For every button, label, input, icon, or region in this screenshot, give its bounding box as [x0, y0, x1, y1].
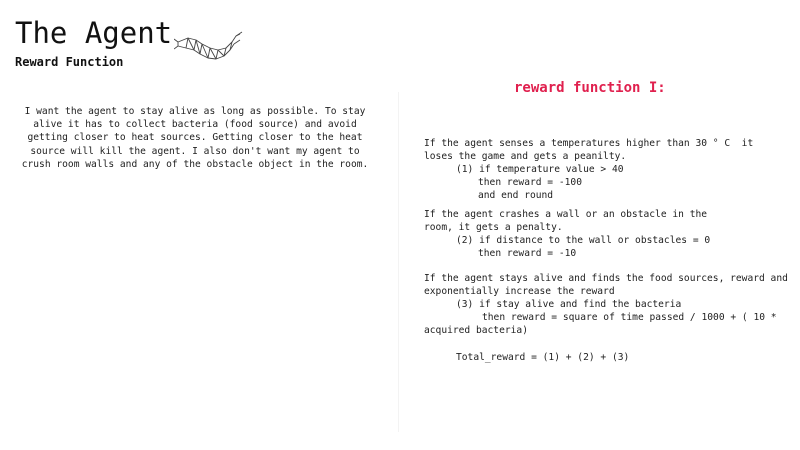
rule-3-condition: (3) if stay alive and find the bacteria — [456, 299, 682, 310]
rule-2-condition: (2) if distance to the wall or obstacles = 0 — [456, 235, 711, 246]
reward-function-heading: reward function I: — [514, 80, 666, 96]
rule-3-line-3: acquired bacteria) — [424, 325, 528, 336]
rule-3-line-1: If the agent stays alive and finds the food sources, reward and — [424, 273, 788, 284]
slide-subtitle: Reward Function — [15, 55, 124, 69]
rule-2-block — [424, 208, 784, 260]
panel-divider — [398, 92, 399, 432]
rule-2-line-1: If the agent crashes a wall or an obstacle in the — [424, 209, 708, 220]
slide-title: The Agent — [15, 16, 173, 50]
rule-1-block — [424, 137, 784, 202]
total-reward-formula: Total_reward = (1) + (2) + (3) — [456, 352, 630, 363]
rule-3-block — [424, 272, 788, 337]
intro-paragraph: I want the agent to stay alive as long as possible. To stay alive it has to collect bacteria (food source) and avoid getting closer to heat sources. Getting closer to the heat source will kill the agent. I also don't want my agent to crush room walls and any of the obstacle object in the room. — [21, 106, 369, 170]
rule-1-line-2: loses the game and gets a peanilty. — [424, 151, 627, 162]
rule-1-then: then reward = -100 — [478, 177, 582, 188]
rule-2-line-2: room, it gets a penalty. — [424, 222, 563, 233]
rule-2-then: then reward = -10 — [478, 248, 577, 259]
rule-1-extra: and end round — [478, 190, 554, 201]
rule-1-condition: (1) if temperature value > 40 — [456, 164, 624, 175]
shrimp-sketch-icon — [174, 28, 244, 64]
rule-1-line-1: If the agent senses a temperatures higher than 30 ° C it — [424, 138, 754, 149]
rule-3-then: then reward = square of time passed / 1000 + ( 10 * — [482, 312, 777, 323]
rule-3-line-2: exponentially increase the reward — [424, 286, 615, 297]
